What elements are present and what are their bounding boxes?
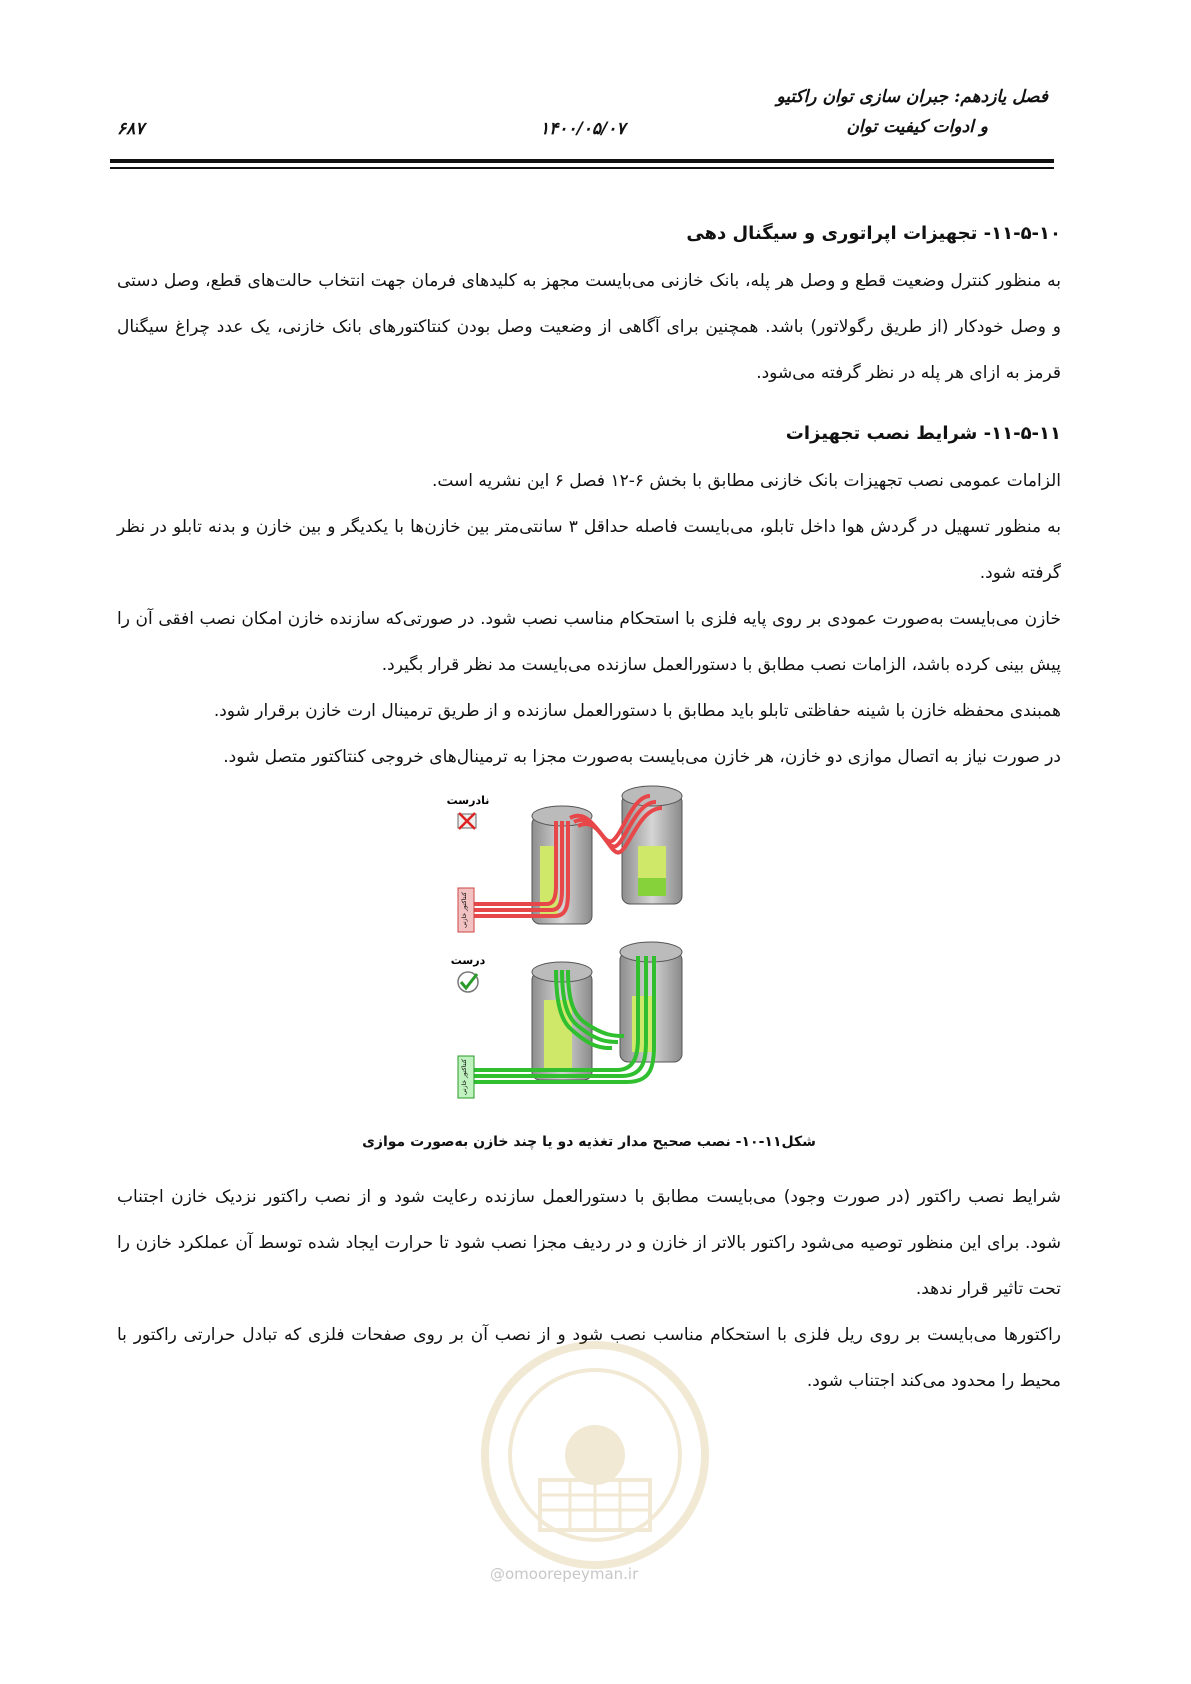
header-rule-thin xyxy=(110,167,1054,169)
contactor-label-wrong: کنتاکتور خازنی xyxy=(461,892,468,928)
label-right: درست xyxy=(450,954,486,967)
watermark-url: @omoorepeyman.ir xyxy=(490,1565,639,1583)
watermark-seal-icon xyxy=(470,1330,720,1580)
section-heading-installation: ۱۱-۵-۱۱- شرایط نصب تجهیزات xyxy=(785,423,1061,444)
header-rule-thick xyxy=(110,159,1054,163)
paragraph-reactor-1: شرایط نصب راکتور (در صورت وجود) می‌بایست مطابق با دستورالعمل سازنده رعایت شود و از نصب راکتور نزدیک خازن اجتناب شود. برای این منظور توصیه می‌شود راکتور بالاتر از خازن و در ردیف مجزا نصب شود تا حرارت ایجاد شده توسط آن عملکرد خازن را تحت تاثیر قرار ندهد. xyxy=(117,1187,1061,1299)
check-mark-icon xyxy=(458,972,478,992)
paragraph-installation-4: همبندی محفظه خازن با شینه حفاظتی تابلو باید مطابق با دستورالعمل سازنده و از طریق ترمینال ارت خازن برقرار شود. xyxy=(213,701,1061,721)
paragraph-reactor-2: راکتورها می‌بایست بر روی ریل فلزی با استحکام مناسب نصب شود و از نصب آن بر روی صفحات فلزی که تبادل حرارتی راکتور با محیط را محدود می‌کند اجتناب شود. xyxy=(117,1325,1061,1391)
page-content xyxy=(117,210,1061,1404)
paragraph-installation-3: خازن می‌بایست به‌صورت عمودی بر روی پایه فلزی با استحکام مناسب نصب شود. در صورتی‌که سازنده خازن امکان نصب افقی آن را پیش بینی کرده باشد، الزامات نصب مطابق با دستورالعمل سازنده می‌بایست مد نظر قرار بگیرد. xyxy=(117,609,1061,675)
section-heading-signaling: ۱۱-۵-۱۰- تجهیزات اپراتوری و سیگنال دهی xyxy=(686,223,1061,244)
page-number: ۶۸۷ xyxy=(117,119,145,139)
paragraph-installation-1: الزامات عمومی نصب تجهیزات بانک خازنی مطابق با بخش ۶-۱۲ فصل ۶ این نشریه است. xyxy=(431,471,1061,491)
label-wrong: نادرست xyxy=(446,794,490,807)
capacitor-wiring-illustration xyxy=(446,786,712,1110)
contactor-label-right: کنتاکتور خازنی xyxy=(461,1059,468,1095)
paragraph-signaling: به منظور کنترل وضعیت قطع و وصل هر پله، بانک خازنی می‌بایست مجهز به کلیدهای فرمان جهت انتخاب حالت‌های قطع، وصل دستی و وصل خودکار (از طریق رگولاتور) باشد. همچنین برای آگاهی از وضعیت وصل بودن کنتاکتورهای بانک خازنی، یک عدد چراغ سیگنال قرمز به ازای هر پله در نظر گرفته می‌شود. xyxy=(117,271,1061,383)
paragraph-installation-2: به منظور تسهیل در گردش هوا داخل تابلو، می‌بایست فاصله حداقل ۳ سانتی‌متر بین خازن‌ها با یکدیگر و بین خازن و بدنه تابلو در نظر گرفته شود. xyxy=(117,517,1061,583)
correct-wiring-example xyxy=(451,942,682,1098)
chapter-title xyxy=(776,82,1048,142)
figure-caption: شکل۱۱-۱۰- نصب صحیح مدار تغذیه دو یا چند خازن به‌صورت موازی xyxy=(362,1134,816,1150)
figure-capacitor-wiring xyxy=(117,786,1061,1116)
paragraph-installation-5: در صورت نیاز به اتصال موازی دو خازن، هر خازن می‌بایست به‌صورت مجزا به ترمینال‌های خروجی کنتاکتور متصل شود. xyxy=(223,747,1061,767)
wrong-wiring-example xyxy=(447,786,682,932)
chapter-title-line1: فصل یازدهم: جبران سازی توان راکتیو xyxy=(776,87,1048,107)
header-date: ۱۴۰۰/۰۵/۰۷ xyxy=(540,119,626,139)
cross-mark-icon xyxy=(458,813,476,829)
capacitor-can xyxy=(620,942,682,1062)
chapter-title-line2: و ادوات کیفیت توان xyxy=(846,117,988,137)
